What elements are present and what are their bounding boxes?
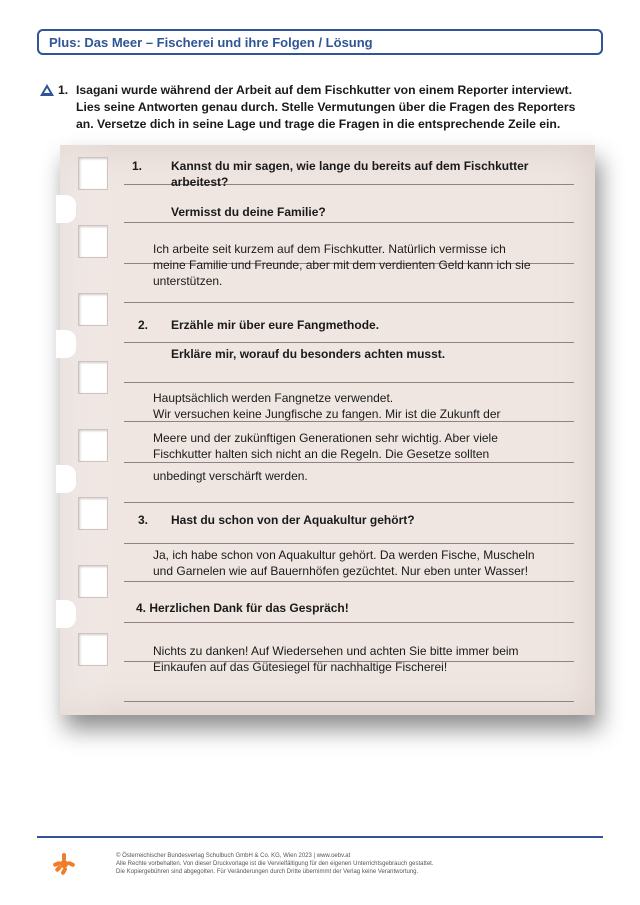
answer-text: Ich arbeite seit kurzem auf dem Fischkutter. Natürlich vermisse ich <box>153 242 506 256</box>
question-text: Kannst du mir sagen, wie lange du bereits auf dem Fischkutter <box>171 159 529 173</box>
binder-hole <box>78 293 108 326</box>
question-text: Erkläre mir, worauf du besonders achten musst. <box>171 347 446 361</box>
binder-hole <box>78 225 108 258</box>
binder-hole <box>78 497 108 530</box>
question-text: Hast du schon von der Aquakultur gehört? <box>171 513 415 527</box>
binder-hole <box>78 565 108 598</box>
ruled-line <box>124 342 574 343</box>
question-number: 2. <box>138 318 149 332</box>
publisher-logo-icon <box>52 852 76 876</box>
footer-line: Alle Rechte vorbehalten. Von dieser Druckvorlage ist die Vervielfältigung für den eigenen Unterrichtsgebrauch gestattet. <box>116 861 434 867</box>
task-number: 1. <box>58 83 69 97</box>
answer-text: Fischkutter halten sich nicht an die Regeln. Die Gesetze sollten <box>153 447 490 461</box>
question-number: 1. <box>132 159 143 173</box>
answer-text: unterstützen. <box>153 274 223 288</box>
answer-text: Hauptsächlich werden Fangnetze verwendet. <box>153 391 394 405</box>
answer-text: Wir versuchen keine Jungfische zu fangen. Mir ist die Zukunft der <box>153 407 501 421</box>
torn-edge <box>56 465 76 493</box>
footer-divider <box>37 836 603 838</box>
footer-line: Die Kopiergebühren sind abgegolten. Für Veränderungen durch Dritte übernimmt der Verlag keine Verantwortung. <box>116 869 419 875</box>
answer-text: Meere und der zukünftigen Generationen sehr wichtig. Aber viele <box>153 431 498 445</box>
ruled-line <box>124 502 574 503</box>
answer-text: Ja, ich habe schon von Aquakultur gehört. Da werden Fische, Muscheln <box>153 548 535 562</box>
answer-text: Nichts zu danken! Auf Wiedersehen und achten Sie bitte immer beim <box>153 644 519 658</box>
question-text: 4. Herzlichen Dank für das Gespräch! <box>136 601 349 615</box>
answer-text: Einkaufen auf das Gütesiegel für nachhaltige Fischerei! <box>153 660 448 674</box>
answer-text: meine Familie und Freunde, aber mit dem verdienten Geld kann ich sie <box>153 258 531 272</box>
ruled-line <box>124 462 574 463</box>
ruled-line <box>124 222 574 223</box>
ruled-line <box>124 622 574 623</box>
footer-line: © Österreichischer Bundesverlag Schulbuch GmbH & Co. KG, Wien 2023 | www.oebv.at <box>116 853 351 859</box>
question-number: 3. <box>138 513 149 527</box>
answer-text: unbedingt verschärft werden. <box>153 469 308 483</box>
binder-hole <box>78 361 108 394</box>
torn-edge <box>56 195 76 223</box>
task-line: an. Versetze dich in seine Lage und trage die Fragen in die entsprechende Zeile ein. <box>76 117 561 131</box>
page-title: Plus: Das Meer – Fischerei und ihre Folgen / Lösung <box>49 35 373 50</box>
task-line: Lies seine Antworten genau durch. Stelle Vermutungen über die Fragen des Reporters <box>76 100 576 114</box>
answer-text: und Garnelen wie auf Bauernhöfen gezüchtet. Nur eben unter Wasser! <box>153 564 529 578</box>
ruled-line <box>124 543 574 544</box>
ruled-line <box>124 701 574 702</box>
question-text: Erzähle mir über eure Fangmethode. <box>171 318 380 332</box>
triangle-level-icon <box>40 84 54 96</box>
question-text: Vermisst du deine Familie? <box>171 205 326 219</box>
header-box <box>37 29 603 55</box>
notepaper <box>60 145 595 715</box>
footer-copyright <box>116 852 434 876</box>
torn-edge <box>56 600 76 628</box>
ruled-line <box>124 382 574 383</box>
binder-hole <box>78 429 108 462</box>
torn-edge <box>56 330 76 358</box>
binder-hole <box>78 633 108 666</box>
ruled-line <box>124 302 574 303</box>
binder-hole <box>78 157 108 190</box>
ruled-line <box>124 581 574 582</box>
task-line: Isagani wurde während der Arbeit auf dem Fischkutter von einem Reporter interviewt. <box>76 83 572 97</box>
question-text: arbeitest? <box>171 175 229 189</box>
